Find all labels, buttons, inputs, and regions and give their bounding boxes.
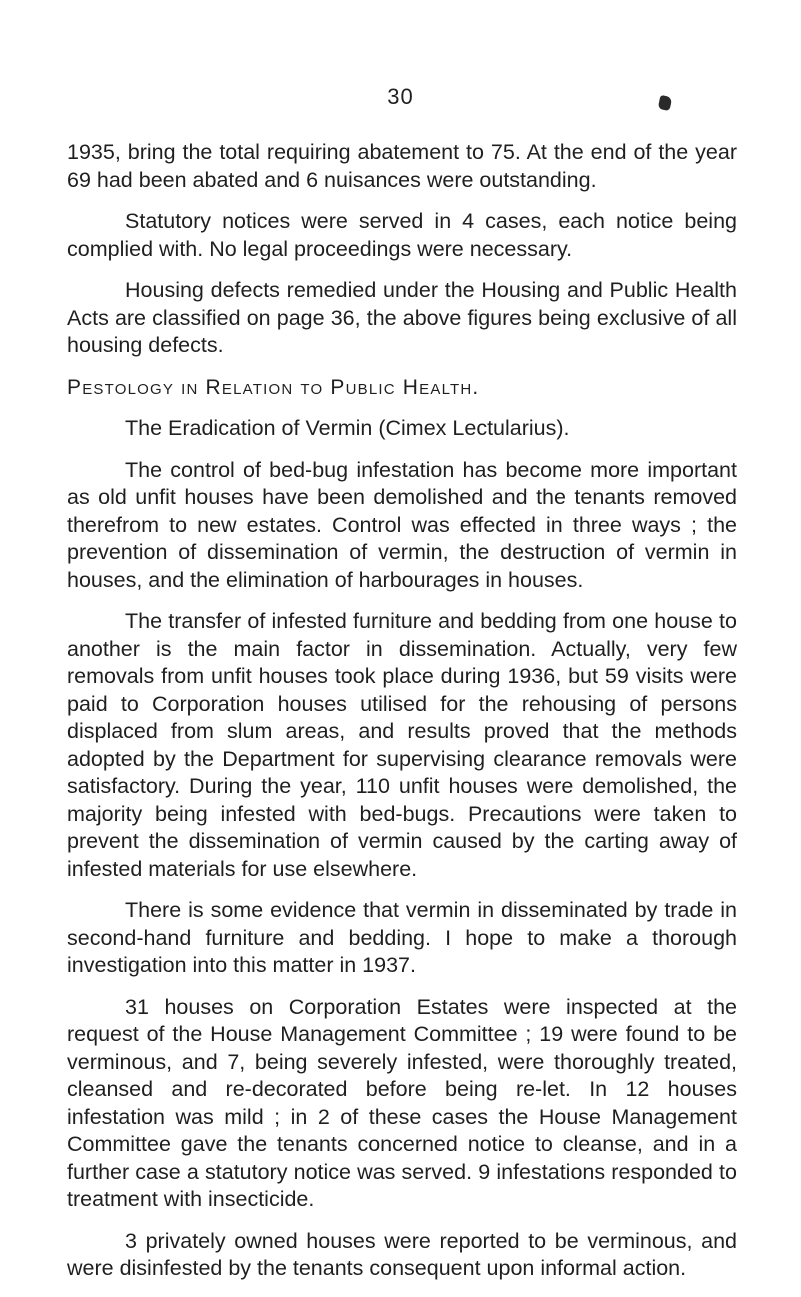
paragraph-3: Housing defects remedied under the Housing and Public Health Acts are classified on page 36, the above figures being exclusive of all housing defects. bbox=[67, 278, 737, 357]
paragraph-6: There is some evidence that vermin in disseminated by trade in second-hand furniture and bedding. I hope to make a thorough investigation into this matter in 1937. bbox=[67, 898, 737, 977]
section-subheading: The Eradication of Vermin (Cimex Lectularius). bbox=[125, 416, 570, 440]
body-text bbox=[67, 139, 737, 1297]
paragraph-5: The transfer of infested furniture and bedding from one house to another is the main factor in dissemination. Actually, very few removals from unfit houses took place during 1936, but 59 visits were paid to Corporation houses utilised for the rehousing of persons displaced from slum areas, and results proved that the methods adopted by the Department for supervising clearance removals were satisfactory. During the year, 110 unfit houses were demolished, the majority being infested with bed-bugs. Precautions were taken to prevent the dissemination of vermin caused by the carting away of infested materials for use elsewhere. bbox=[67, 609, 737, 881]
page-number: 30 bbox=[387, 84, 414, 109]
section-heading: Pestology in Relation to Public Health. bbox=[67, 375, 480, 399]
paragraph-1: 1935, bring the total requiring abatement to 75. At the end of the year 69 had been abated and 6 nuisances were outstanding. bbox=[67, 140, 737, 192]
paragraph-2: Statutory notices were served in 4 cases, each notice being complied with. No legal proceedings were necessary. bbox=[67, 209, 737, 261]
paragraph-4: The control of bed-bug infestation has become more important as old unfit houses have been demolished and the tenants removed therefrom to new estates. Control was effected in three ways ; the prevention of dissemination of vermin, the destruction of vermin in houses, and the elimination of harbourages in houses. bbox=[67, 457, 737, 592]
paragraph-8: 3 privately owned houses were reported to be verminous, and were disinfested by the tenants consequent upon informal action. bbox=[67, 1228, 737, 1280]
paragraph-7: 31 houses on Corporation Estates were inspected at the request of the House Management Committee ; 19 were found to be verminous, and 7, being severely infested, were thoroughly treated, cleansed and re-decorated before being re-let. In 12 houses infestation was mild ; in 2 of these cases the House Management Committee gave the tenants concerned notice to cleanse, and in a further case a statutory notice was served. 9 infestations responded to treatment with insecticide. bbox=[67, 994, 737, 1211]
